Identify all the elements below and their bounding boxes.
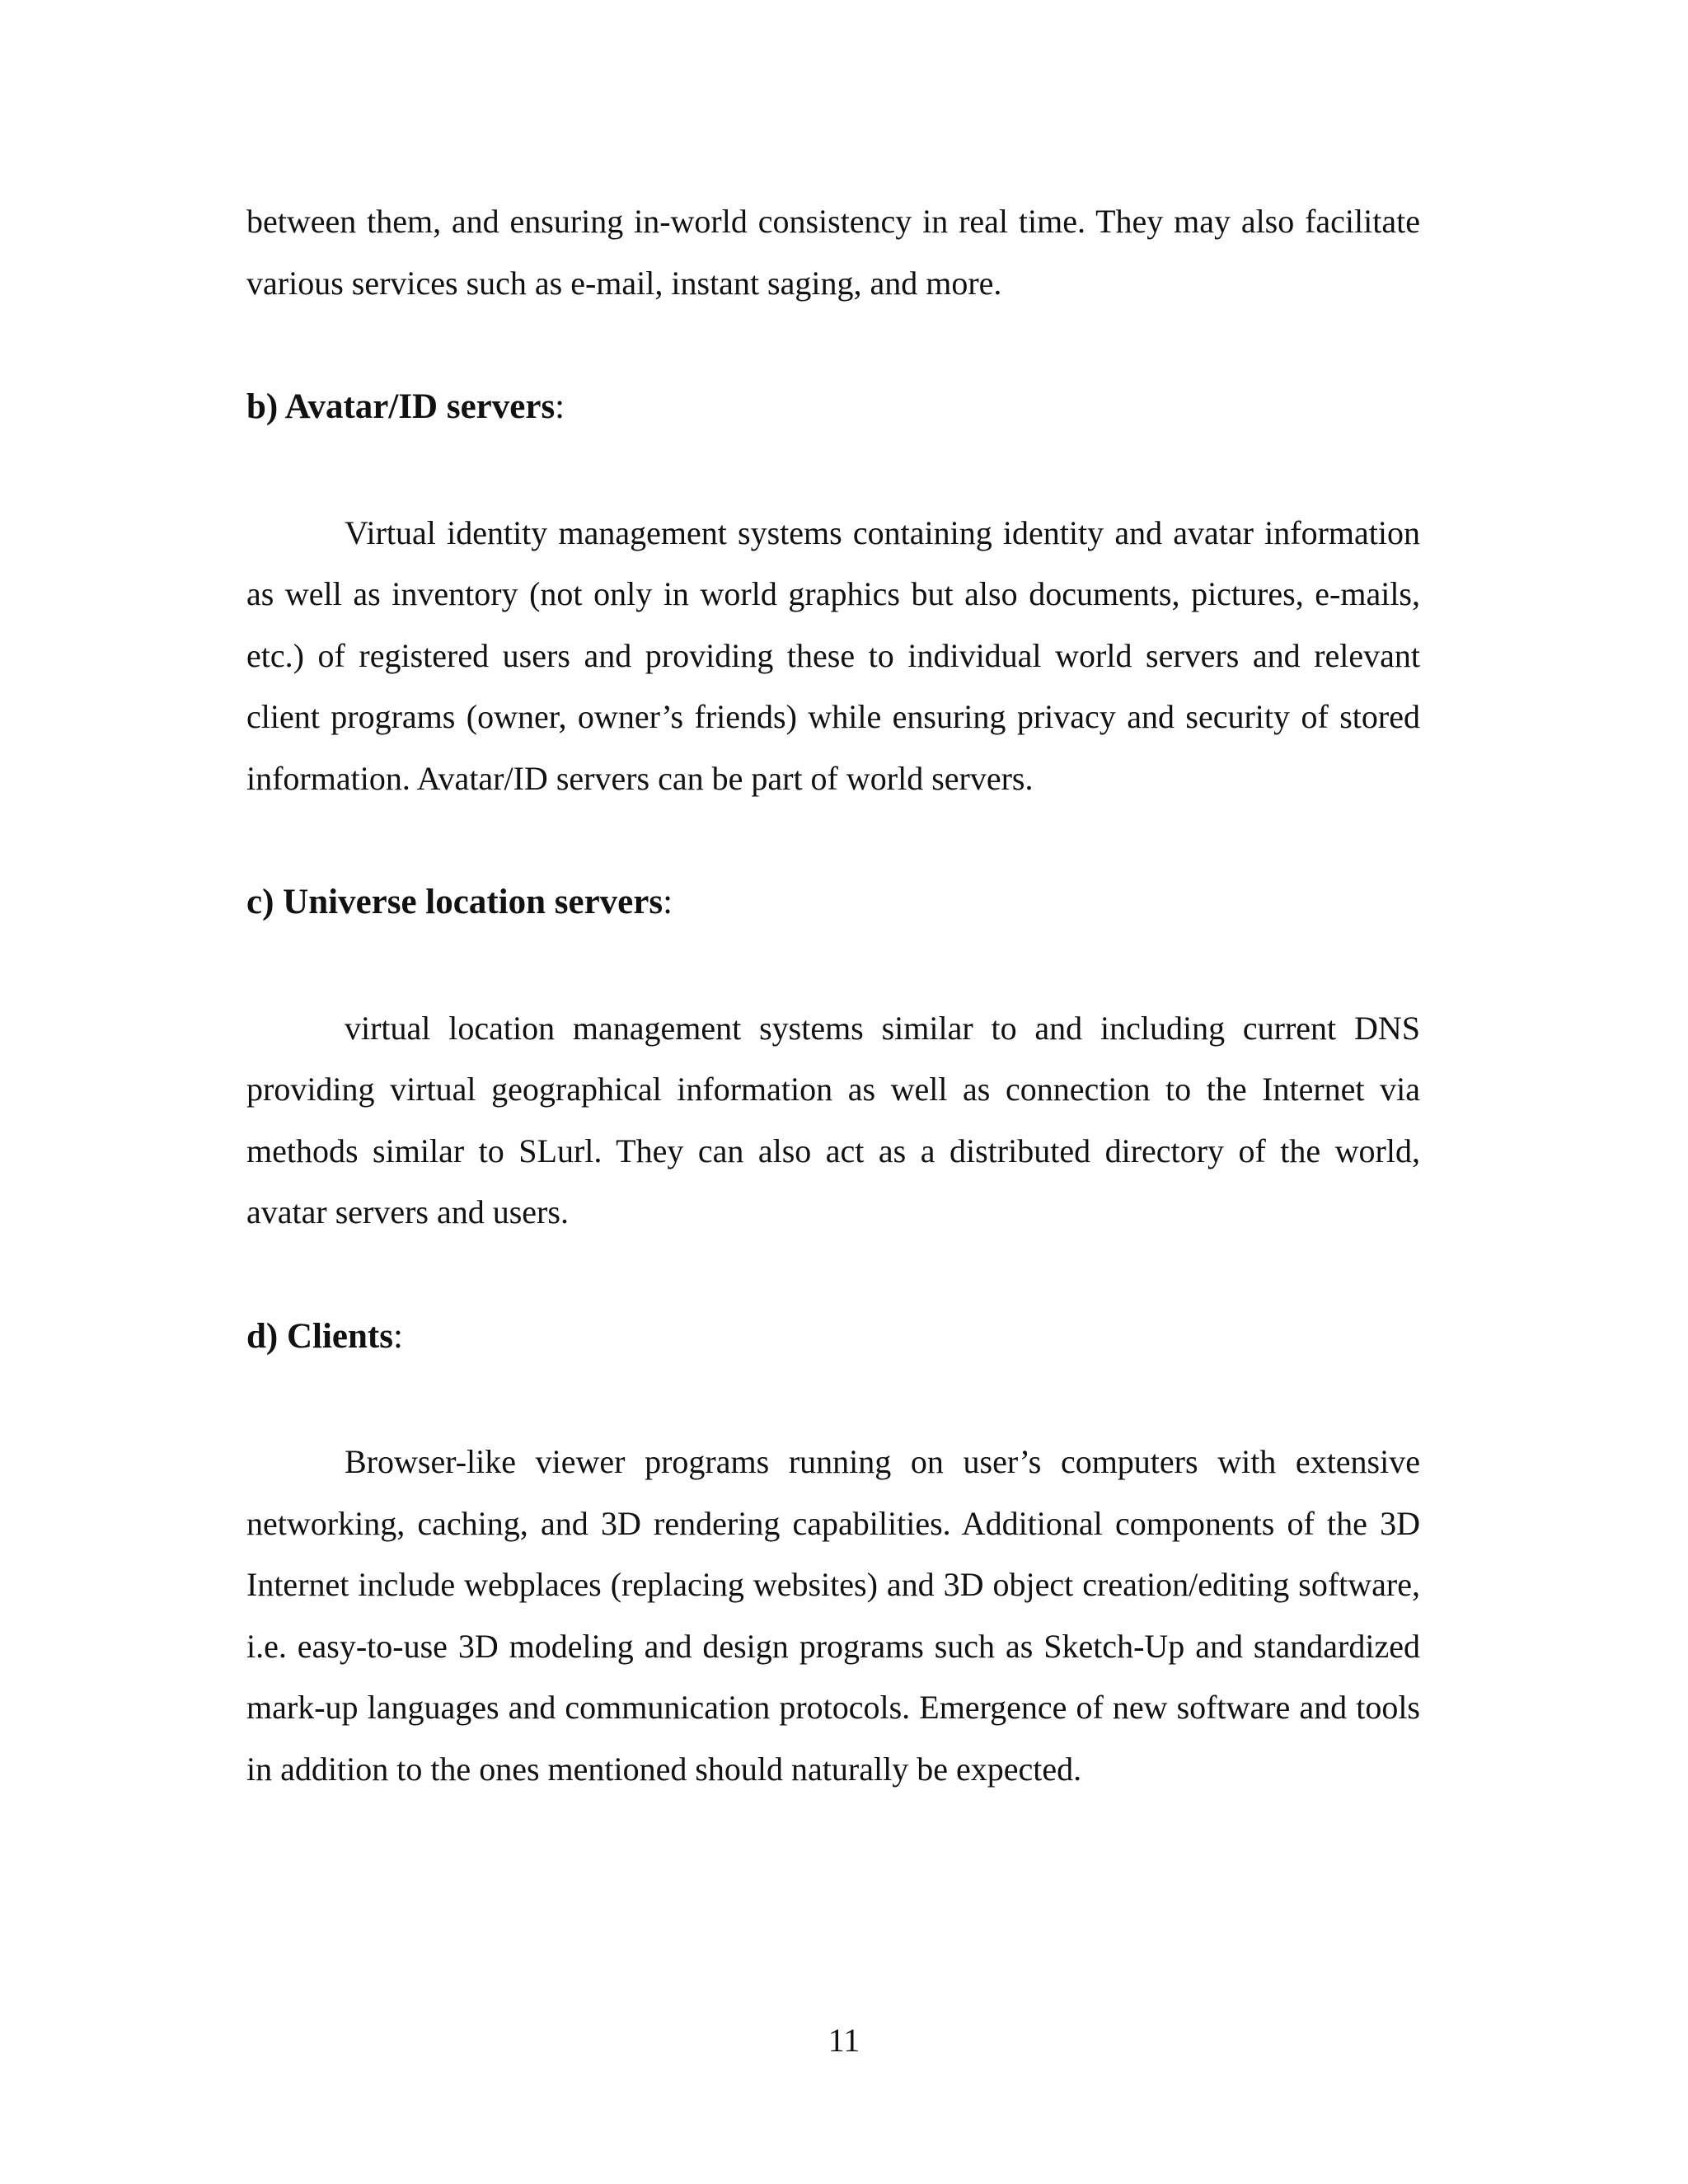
heading-universe-text: c) Universe location servers <box>246 883 663 921</box>
intro-paragraph: between them, and ensuring in-world consistency in real time. They may also facilitate various services such as e-mail, instant saging, and more. <box>246 203 1420 302</box>
spacer <box>246 314 1420 377</box>
heading-colon: : <box>663 883 673 921</box>
spacer <box>246 438 1420 503</box>
heading-clients <box>246 1306 1420 1368</box>
page-number: 11 <box>828 2022 860 2059</box>
heading-avatar-text: b) Avatar/ID servers <box>246 387 556 426</box>
avatar-id-servers-paragraph: Virtual identity management systems containing identity and avatar information as well as inventory (not only in world graphics but also documents, pictures, e-mails, etc.) of registered users and providing these to individual world servers and relevant client programs (owner, owner’s friends) while ensuring privacy and security of stored information. Avatar/ID servers can be part of world servers. <box>246 513 1420 797</box>
universe-location-servers-paragraph: virtual location management systems similar to and including current DNS providing virtual geographical information as well as connection to the Internet via methods similar to SLurl. They can also act as a distributed directory of the world, avatar servers and users. <box>246 1009 1420 1230</box>
heading-colon: : <box>392 1316 403 1356</box>
page-content <box>246 191 1420 1800</box>
spacer <box>246 809 1420 872</box>
heading-universe-location-servers <box>246 872 1420 934</box>
heading-colon: : <box>555 387 565 426</box>
spacer <box>246 934 1420 998</box>
heading-clients-text: d) Clients <box>246 1316 393 1356</box>
heading-avatar-id-servers <box>246 377 1420 438</box>
spacer <box>246 1367 1420 1432</box>
spacer <box>246 1244 1420 1306</box>
clients-paragraph: Browser-like viewer programs running on user’s computers with extensive networking, caching, and 3D rendering capabilities. Additional components of the 3D Internet include webplaces (replacing websites) and 3D object creation/editing software, i.e. easy-to-use 3D modeling and design programs such as Sketch-Up and standardized mark-up languages and communication protocols. Emergence of new software and tools in addition to the ones mentioned should naturally be expected. <box>246 1443 1420 1788</box>
